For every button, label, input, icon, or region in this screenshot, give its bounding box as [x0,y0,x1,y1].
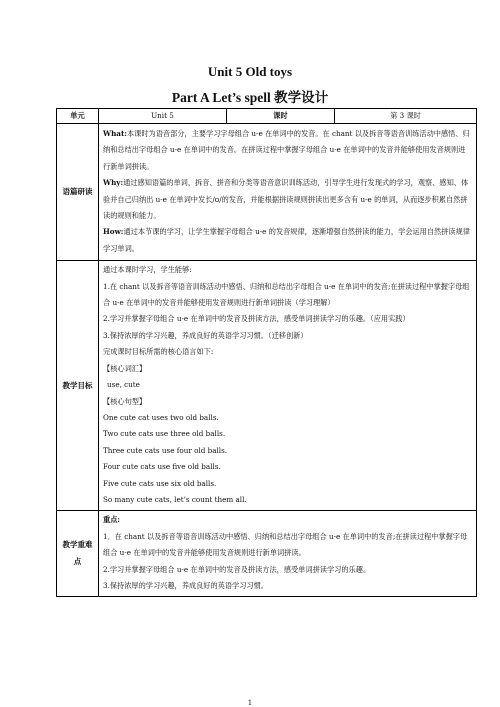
why-paragraph [103,175,472,224]
how-text: 通过本节课的学习，让学生掌握字母组合 u-e 的发音规律，逐渐增强自然拼读的能力，学会运用自然拼读规律学习单词。 [103,227,470,253]
what-label: What: [103,129,127,138]
core-language-intro: 完成课时目标所需的核心语言如下: [103,347,214,357]
how-label: How: [103,227,124,237]
key-points-label: 教学重难点 [57,511,99,597]
how-paragraph [103,224,472,257]
page-number: 1 [247,699,253,707]
table-header-row [57,109,477,124]
text-analysis-content [99,124,477,261]
teaching-goals-row [57,261,477,511]
why-text: 通过感知语篇的单词，拆音、拼音和分类等语音意识训练活动，引导学生进行发现式的学习，观察、感知、体验并自己归纳出 u-e 在单词中发长/ʊ/的发音，并能根据拼读规则拼读出更多含有 u-e 的单词，从而逐步积累自然拼读的规则和能力。 [103,178,469,221]
unit-label: 单元 [57,109,99,124]
core-vocab: use, cute [107,380,140,390]
what-paragraph [103,126,472,175]
text-analysis-row [57,124,477,261]
lesson-plan-table [56,108,477,597]
goal-2: 2.学习并掌握字母组合 u-e 在单词中的发音及拼读方法，感受单词拼读学习的乐趣。（应用实践） [103,314,410,324]
lesson-label: 课时 [227,109,335,124]
why-label: Why: [103,178,124,188]
teaching-goals-label: 教学目标 [57,261,99,511]
text-analysis-label: 语篇研读 [57,124,99,261]
key-points-heading: 重点: [103,515,121,525]
goals-intro: 通过本课时学习，学生能够: [103,265,192,275]
goal-1: 1.在 chant 以及拆音等语音训练活动中感悟、归纳和总结出字母组合 u-e 在单词中的发音;在拼读过程中掌握字母组合 u-e 在单词中的发音并能够使用发音规则进行新单词拼读（学习理解） [103,281,470,308]
teaching-goals-content [99,261,477,511]
key-points-content [99,511,477,597]
sentence-3: Three cute cats use four old balls. [103,445,228,455]
key-point-1: 1．在 chant 以及拆音等语音训练活动中感悟、归纳和总结出字母组合 u-e 在单词中的发音;在拼读过程中掌握字母组合 u-e 在单词中的发音并能够使用发音规则进行新单词拼读。 [103,531,468,558]
core-vocab-label: 【核心词汇】 [103,363,147,373]
document-title: Unit 5 Old toys [207,64,293,79]
sentence-4: Four cute cats use five old balls. [103,462,221,472]
document-subtitle: Part A Let’s spell 教学设计 [171,90,329,105]
sentence-1: One cute cat uses two old balls. [103,412,219,422]
sentence-5: Five cute cats use six old balls. [103,478,217,488]
lesson-value: 第 3 课时 [335,109,477,124]
sentence-2: Two cute cats use three old balls. [103,429,226,439]
what-text: 本课时为语音部分，主要学习字母组合 u-e 在单词中的发音。在 chant 以及拆音等语音训练活动中感悟、归纳和总结出字母组合 u-e 在单词中的发音。在拼读过程中掌握字母组合 u-e 在单词中的发音并能够使用发音规则进行新单词拼读。 [103,129,470,171]
sentence-6: So many cute cats, let’s count them all. [103,494,247,504]
core-sentence-label: 【核心句型】 [103,396,147,406]
key-point-3: 3.保持浓厚的学习兴趣，养成良好的英语学习习惯。 [103,580,268,590]
key-points-row [57,511,477,597]
goal-3: 3.保持浓厚的学习兴趣，养成良好的英语学习习惯。（迁移创新） [103,330,308,340]
key-point-2: 2.学习并掌握字母组合 u-e 在单词中的发音及拼读方法，感受单词拼读学习的乐趣。 [103,564,371,574]
unit-value: Unit 5 [99,109,227,124]
